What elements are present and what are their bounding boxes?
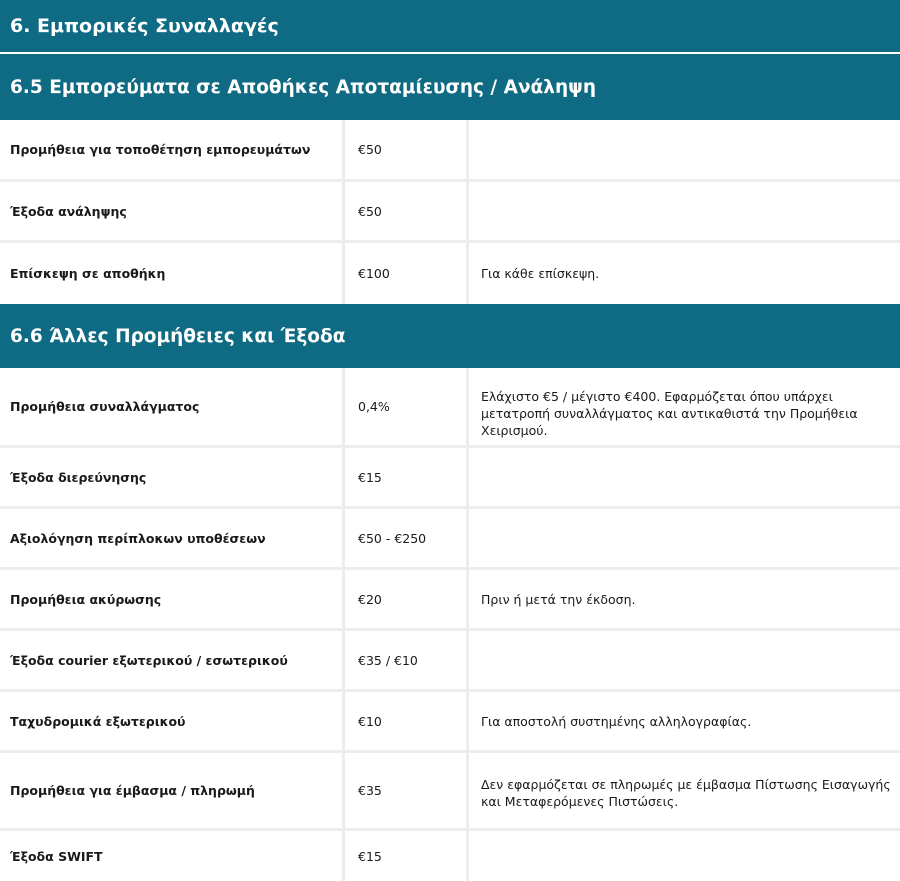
fee-value: €35	[345, 753, 469, 828]
fee-value: €50 - €250	[345, 509, 469, 567]
fee-value: €50	[345, 120, 469, 179]
fee-note: Πριν ή μετά την έκδοση.	[481, 591, 636, 607]
fee-label: Αξιολόγηση περίπλοκων υποθέσεων	[0, 509, 345, 567]
subsection-title-6-6: 6.6 Άλλες Προμήθειες και Έξοδα	[0, 304, 900, 368]
fee-label: Έξοδα SWIFT	[0, 831, 345, 881]
fee-label: Έξοδα ανάληψης	[0, 182, 345, 240]
fee-note: Για κάθε επίσκεψη.	[481, 266, 600, 281]
table-row	[0, 120, 900, 182]
table-row	[0, 243, 900, 304]
fee-table-6-5	[0, 120, 900, 304]
table-row	[0, 631, 900, 692]
fee-note: Δεν εφαρμόζεται σε πληρωμές με έμβασμα Πίστωσης Εισαγωγής και Μεταφερόμενες Πιστώσεις.	[481, 777, 891, 809]
table-row	[0, 182, 900, 243]
fee-label: Προμήθεια για έμβασμα / πληρωμή	[0, 753, 345, 828]
fee-table-6-6	[0, 368, 900, 881]
fee-label: Προμήθεια ακύρωσης	[0, 570, 345, 628]
fee-note	[469, 631, 900, 689]
section-title: 6. Εμπορικές Συναλλαγές	[0, 0, 900, 54]
fee-label: Προμήθεια για τοποθέτηση εμπορευμάτων	[0, 120, 345, 179]
fee-value: 0,4%	[345, 368, 469, 445]
fee-value: €10	[345, 692, 469, 750]
subsection-title-6-5: 6.5 Εμπορεύματα σε Αποθήκες Αποταμίευσης / Ανάληψη	[0, 54, 900, 120]
fee-note	[469, 120, 900, 179]
table-row	[0, 692, 900, 753]
fee-label: Επίσκεψη σε αποθήκη	[0, 243, 345, 304]
fee-value: €35 / €10	[345, 631, 469, 689]
fee-note	[469, 448, 900, 506]
fee-value: €50	[345, 182, 469, 240]
fee-value: €15	[345, 831, 469, 881]
fee-label: Έξοδα διερεύνησης	[0, 448, 345, 506]
fee-note	[469, 831, 900, 881]
table-row	[0, 753, 900, 831]
fee-label: Ταχυδρομικά εξωτερικού	[0, 692, 345, 750]
fee-value: €100	[345, 243, 469, 304]
fee-value: €15	[345, 448, 469, 506]
table-row	[0, 570, 900, 631]
fee-label: Προμήθεια συναλλάγματος	[0, 368, 345, 445]
fee-value: €20	[345, 570, 469, 628]
table-row	[0, 831, 900, 881]
fee-label: Έξοδα courier εξωτερικού / εσωτερικού	[0, 631, 345, 689]
fee-note: Ελάχιστο €5 / μέγιστο €400. Εφαρμόζεται όπου υπάρχει μετατροπή συναλλάγματος και αντικαθιστά την Προμήθεια Χειρισμού.	[481, 389, 858, 438]
table-row	[0, 448, 900, 509]
fee-note: Για αποστολή συστημένης αλληλογραφίας.	[481, 713, 752, 729]
fee-note	[469, 182, 900, 240]
table-row	[0, 509, 900, 570]
table-row	[0, 368, 900, 448]
fee-note	[469, 509, 900, 567]
